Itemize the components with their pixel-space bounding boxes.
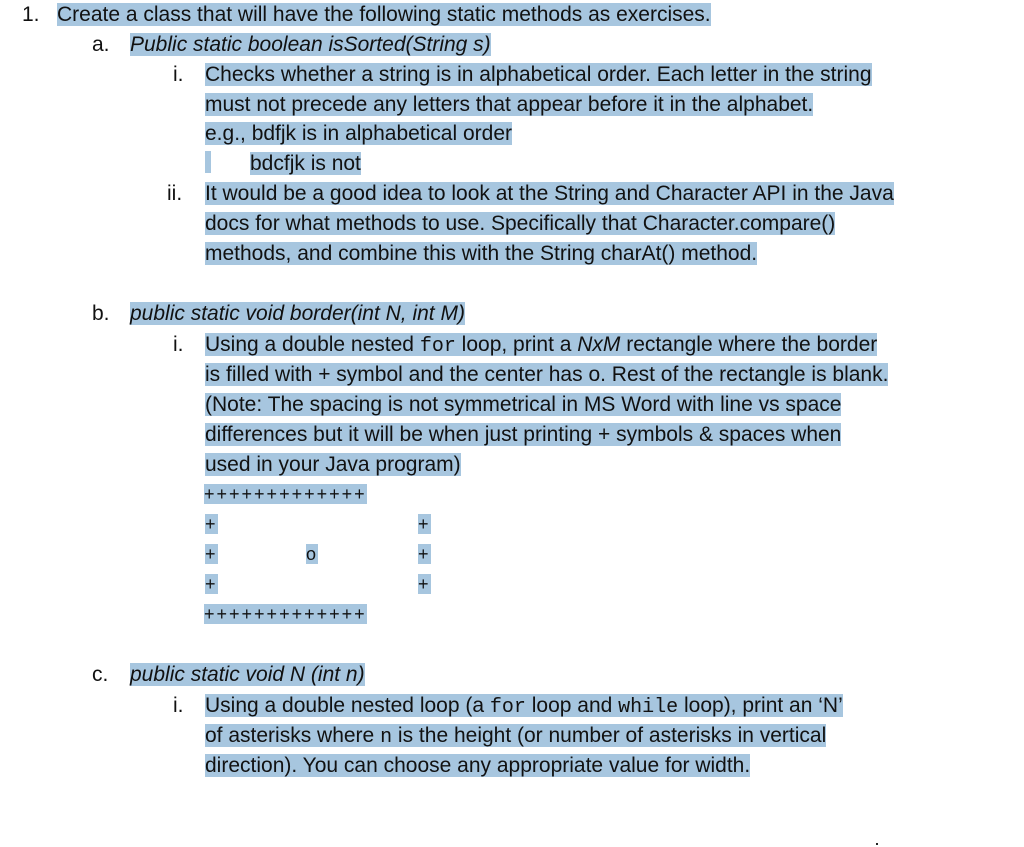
item-b-i-roman: i.	[173, 333, 184, 356]
item-c-letter: c.	[92, 663, 109, 686]
item-a-signature: Public static boolean isSorted(String s)	[130, 33, 491, 56]
question-number: 1.	[22, 3, 40, 26]
item-a-i-example1: e.g., bdfjk is in alphabetical order	[205, 122, 513, 145]
item-a-i-line1: Checks whether a string is in alphabetical order. Each letter in the string	[205, 63, 872, 86]
item-a-ii-line2: docs for what methods to use. Specifically that Character.compare()	[205, 212, 836, 235]
item-a-i-line2: must not precede any letters that appear before it in the alphabet.	[205, 93, 814, 116]
border-right-plus: +	[418, 514, 431, 534]
item-b-i-line1: Using a double nested for loop, print a NxM rectangle where the border	[205, 333, 878, 358]
item-c-i-line3: direction). You can choose any appropriate value for width.	[205, 754, 751, 777]
item-b-i-line2: is filled with + symbol and the center has o. Rest of the rectangle is blank.	[205, 363, 889, 386]
border-right-plus: +	[418, 544, 431, 564]
question-text: Create a class that will have the following static methods as exercises.	[57, 3, 711, 26]
item-a-letter: a.	[92, 33, 110, 56]
item-a-ii-line3: methods, and combine this with the String charAt() method.	[205, 242, 758, 265]
item-a-ii-line1: It would be a good idea to look at the String and Character API in the Java	[205, 182, 894, 205]
code-while: while	[618, 696, 679, 719]
item-a-i-example2: bdcfjk is not	[250, 152, 361, 175]
code-n: n	[380, 726, 393, 749]
item-b-i-line4: differences but it will be when just printing + symbols & spaces when	[205, 423, 842, 446]
border-left-plus: +	[205, 574, 218, 594]
code-for: for	[419, 335, 456, 358]
item-c-i-roman: i.	[173, 694, 184, 717]
border-right-plus: +	[418, 574, 431, 594]
item-c-signature: public static void N (int n)	[130, 663, 365, 686]
border-left-plus: +	[205, 544, 218, 564]
item-b-i-line5: used in your Java program)	[205, 453, 461, 476]
border-left-plus: +	[205, 514, 218, 534]
stray-dot	[876, 843, 878, 845]
item-b-signature: public static void border(int N, int M)	[130, 302, 465, 325]
highlight-marker	[205, 151, 213, 173]
border-center-o: o	[306, 544, 319, 564]
item-c-i-line2: of asterisks where n is the height (or number of asterisks in vertical	[205, 724, 827, 749]
code-for: for	[489, 696, 526, 719]
item-b-letter: b.	[92, 302, 110, 325]
item-b-i-line3: (Note: The spacing is not symmetrical in MS Word with line vs space	[205, 393, 842, 416]
border-top-row: +++++++++++++	[204, 484, 367, 504]
item-a-ii-roman: ii.	[167, 182, 183, 205]
item-c-i-line1: Using a double nested loop (a for loop and while loop), print an ‘N’	[205, 694, 843, 719]
border-bottom-row: +++++++++++++	[204, 604, 367, 624]
item-a-i-roman: i.	[173, 63, 184, 86]
